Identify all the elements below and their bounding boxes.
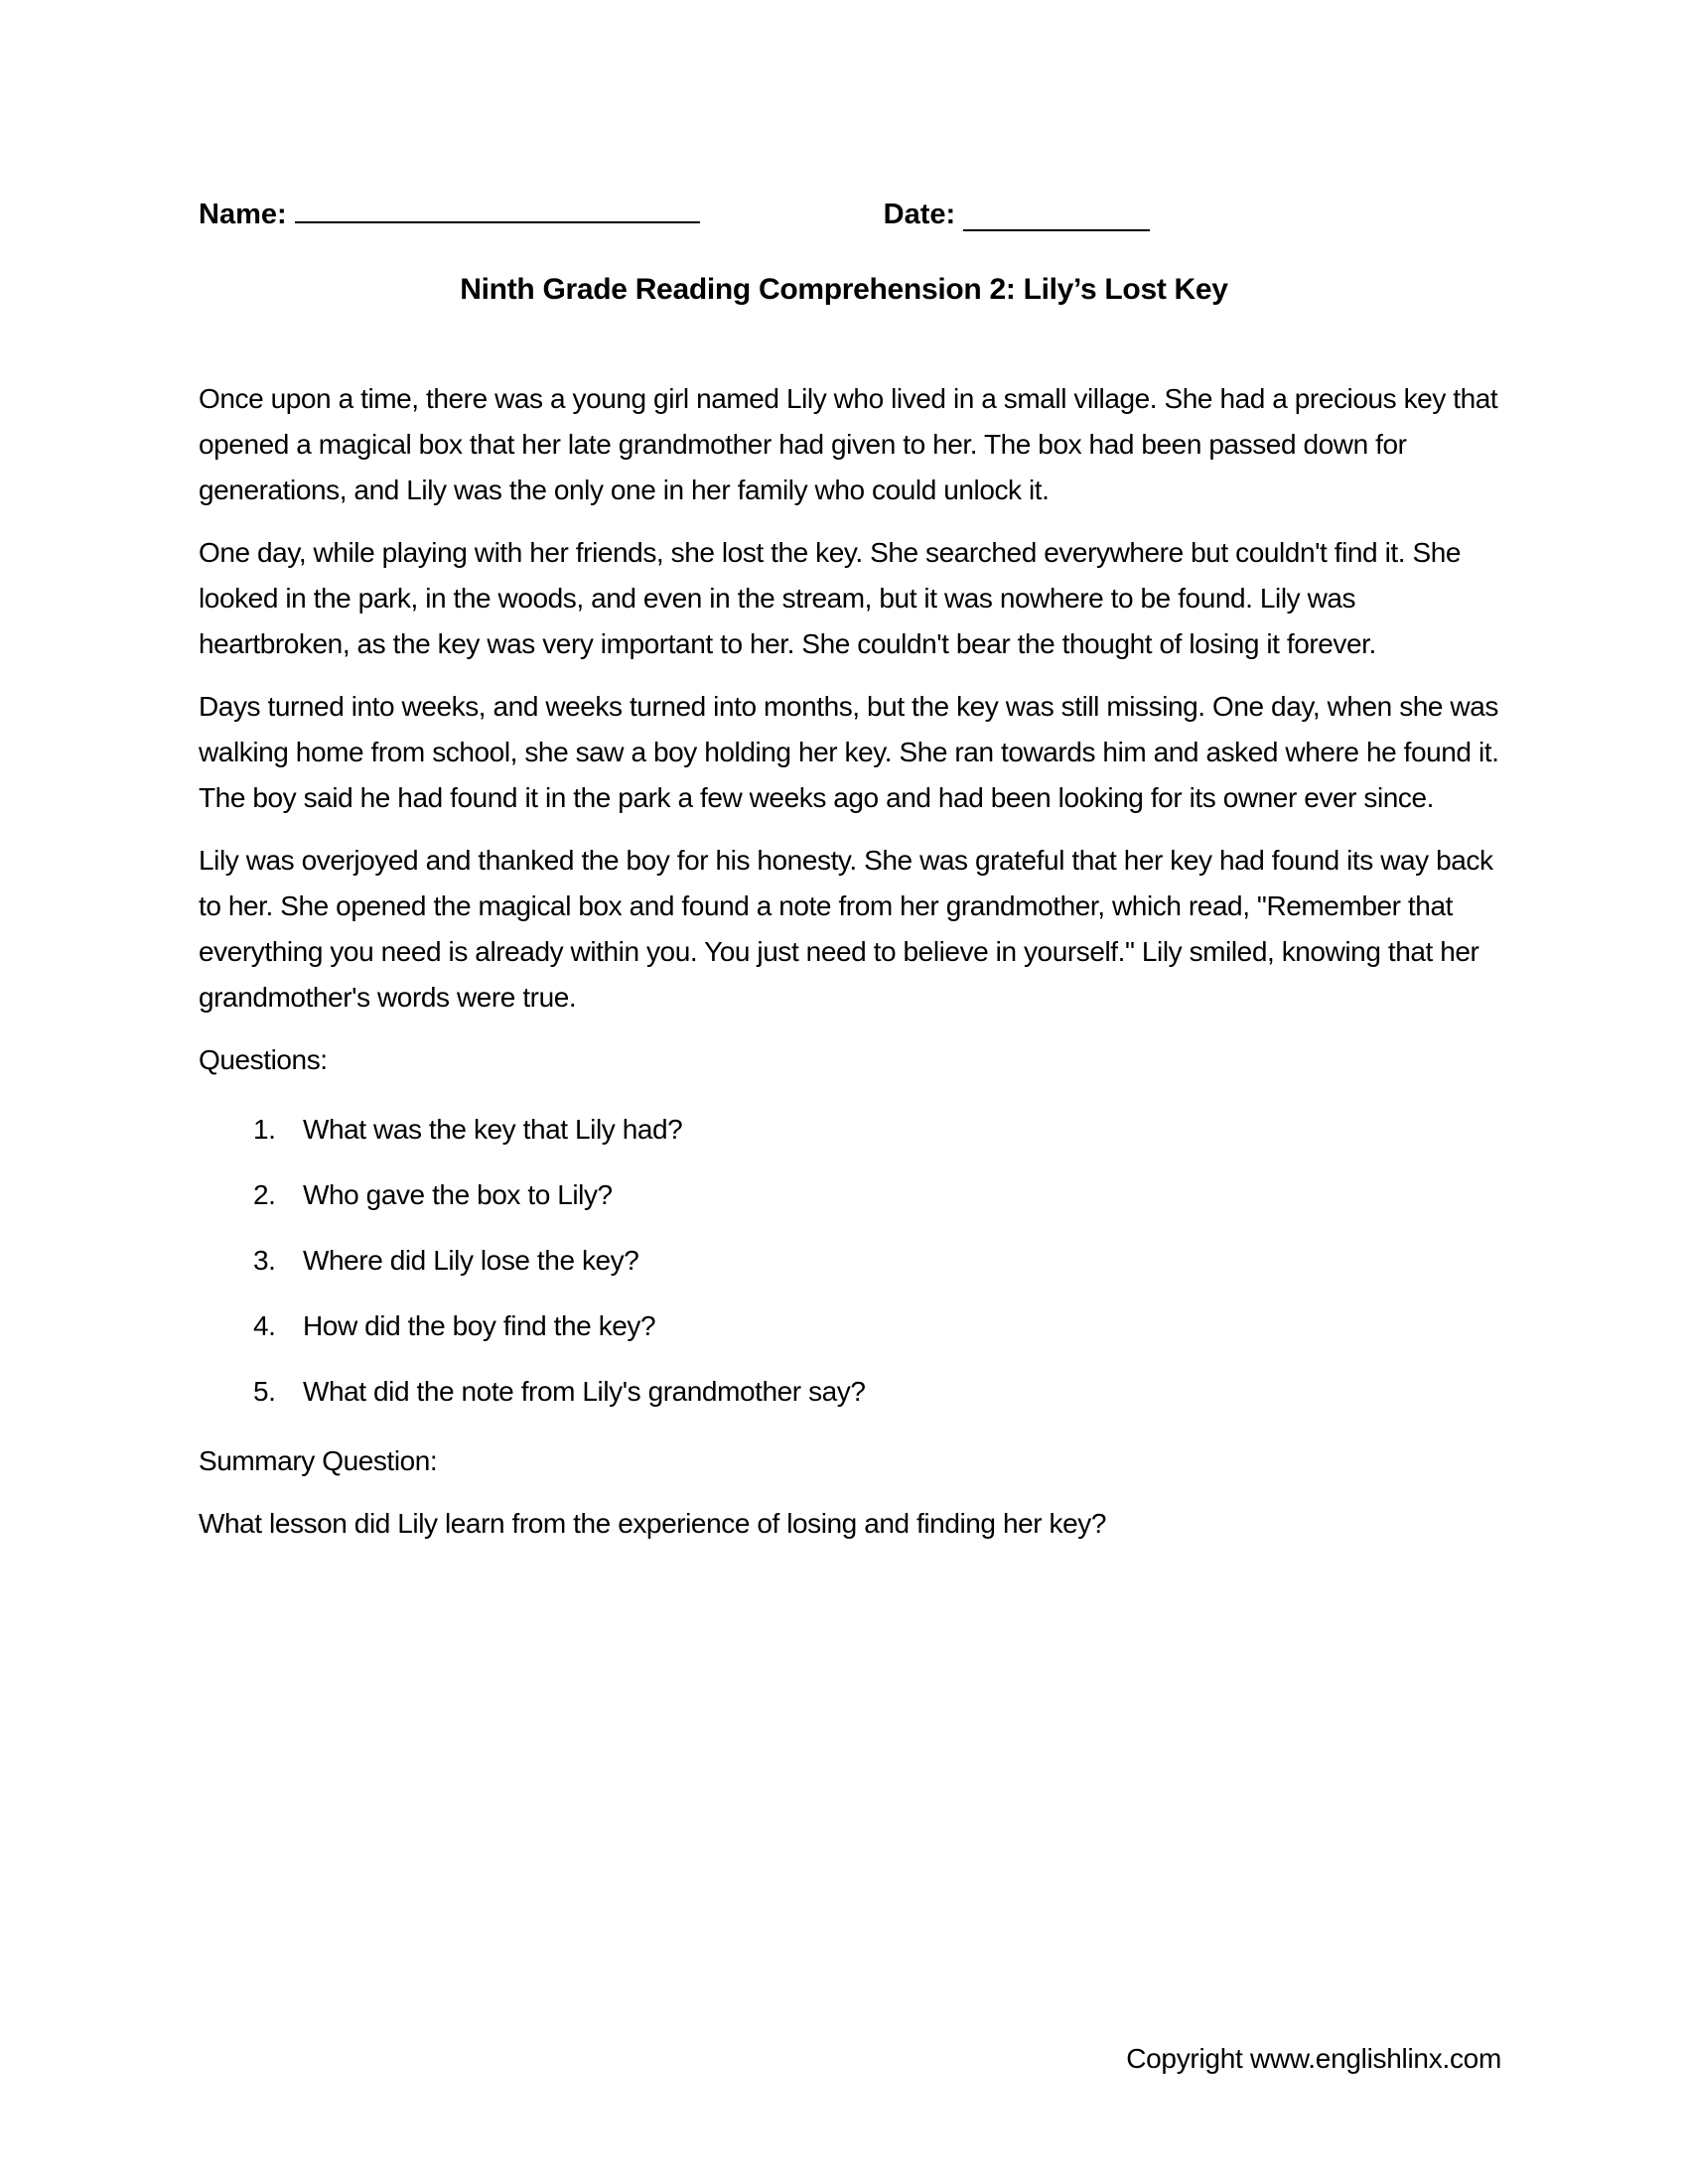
question-item-1: [199, 1107, 1499, 1153]
question-number-3: 3.: [253, 1245, 276, 1276]
date-label: Date:: [883, 199, 956, 230]
name-label: Name:: [199, 199, 287, 230]
question-number-2: 2.: [253, 1179, 276, 1210]
summary-heading: Summary Question:: [199, 1445, 438, 1476]
date-blank-line: [963, 202, 1150, 231]
name-field: [199, 194, 700, 231]
question-item-5: [199, 1369, 1499, 1415]
copyright-text: Copyright www.englishlinx.com: [1126, 2043, 1501, 2074]
worksheet-title: Ninth Grade Reading Comprehension 2: Lily’s Lost Key: [460, 273, 1228, 306]
header-row: [199, 194, 1489, 231]
question-number-5: 5.: [253, 1376, 276, 1407]
question-text-4: How did the boy find the key?: [303, 1310, 656, 1341]
question-text-5: What did the note from Lily's grandmother say?: [303, 1376, 866, 1407]
question-item-2: [199, 1172, 1499, 1218]
summary-question: What lesson did Lily learn from the experience of losing and finding her key?: [199, 1508, 1106, 1539]
story-paragraph-2: One day, while playing with her friends, she lost the key. She searched everywhere but couldn't find it. She looked in the park, in the woods, and even in the stream, but it was nowhere to be found. Lily was heartbroken, as the key was very important to her. She couldn't bear the thought of losing it forever.: [199, 537, 1462, 659]
story-body: [199, 376, 1499, 1547]
question-item-4: [199, 1303, 1499, 1349]
question-text-3: Where did Lily lose the key?: [303, 1245, 639, 1276]
question-list: [199, 1107, 1499, 1415]
story-paragraph-3: Days turned into weeks, and weeks turned into months, but the key was still missing. One day, when she was walking home from school, she saw a boy holding her key. She ran towards him and asked where he found it. The boy said he had found it in the park a few weeks ago and had been looking for its owner ever since.: [199, 691, 1499, 813]
question-number-4: 4.: [253, 1310, 276, 1341]
date-field: [884, 198, 1151, 231]
question-text-1: What was the key that Lily had?: [303, 1114, 683, 1145]
story-paragraph-4: Lily was overjoyed and thanked the boy for his honesty. She was grateful that her key had found its way back to her. She opened the magical box and found a note from her grandmother, which read, "Remember that everything you need is already within you. You just need to believe in yourself." Lily smiled, knowing that her grandmother's words were true.: [199, 845, 1493, 1013]
question-item-3: [199, 1238, 1499, 1284]
story-paragraph-1: Once upon a time, there was a young girl named Lily who lived in a small village. She had a precious key that opened a magical box that her late grandmother had given to her. The box had been passed down for generations, and Lily was the only one in her family who could unlock it.: [199, 383, 1498, 505]
question-number-1: 1.: [253, 1114, 276, 1145]
name-blank-line: [295, 194, 700, 223]
questions-heading: Questions:: [199, 1044, 328, 1075]
question-text-2: Who gave the box to Lily?: [303, 1179, 613, 1210]
